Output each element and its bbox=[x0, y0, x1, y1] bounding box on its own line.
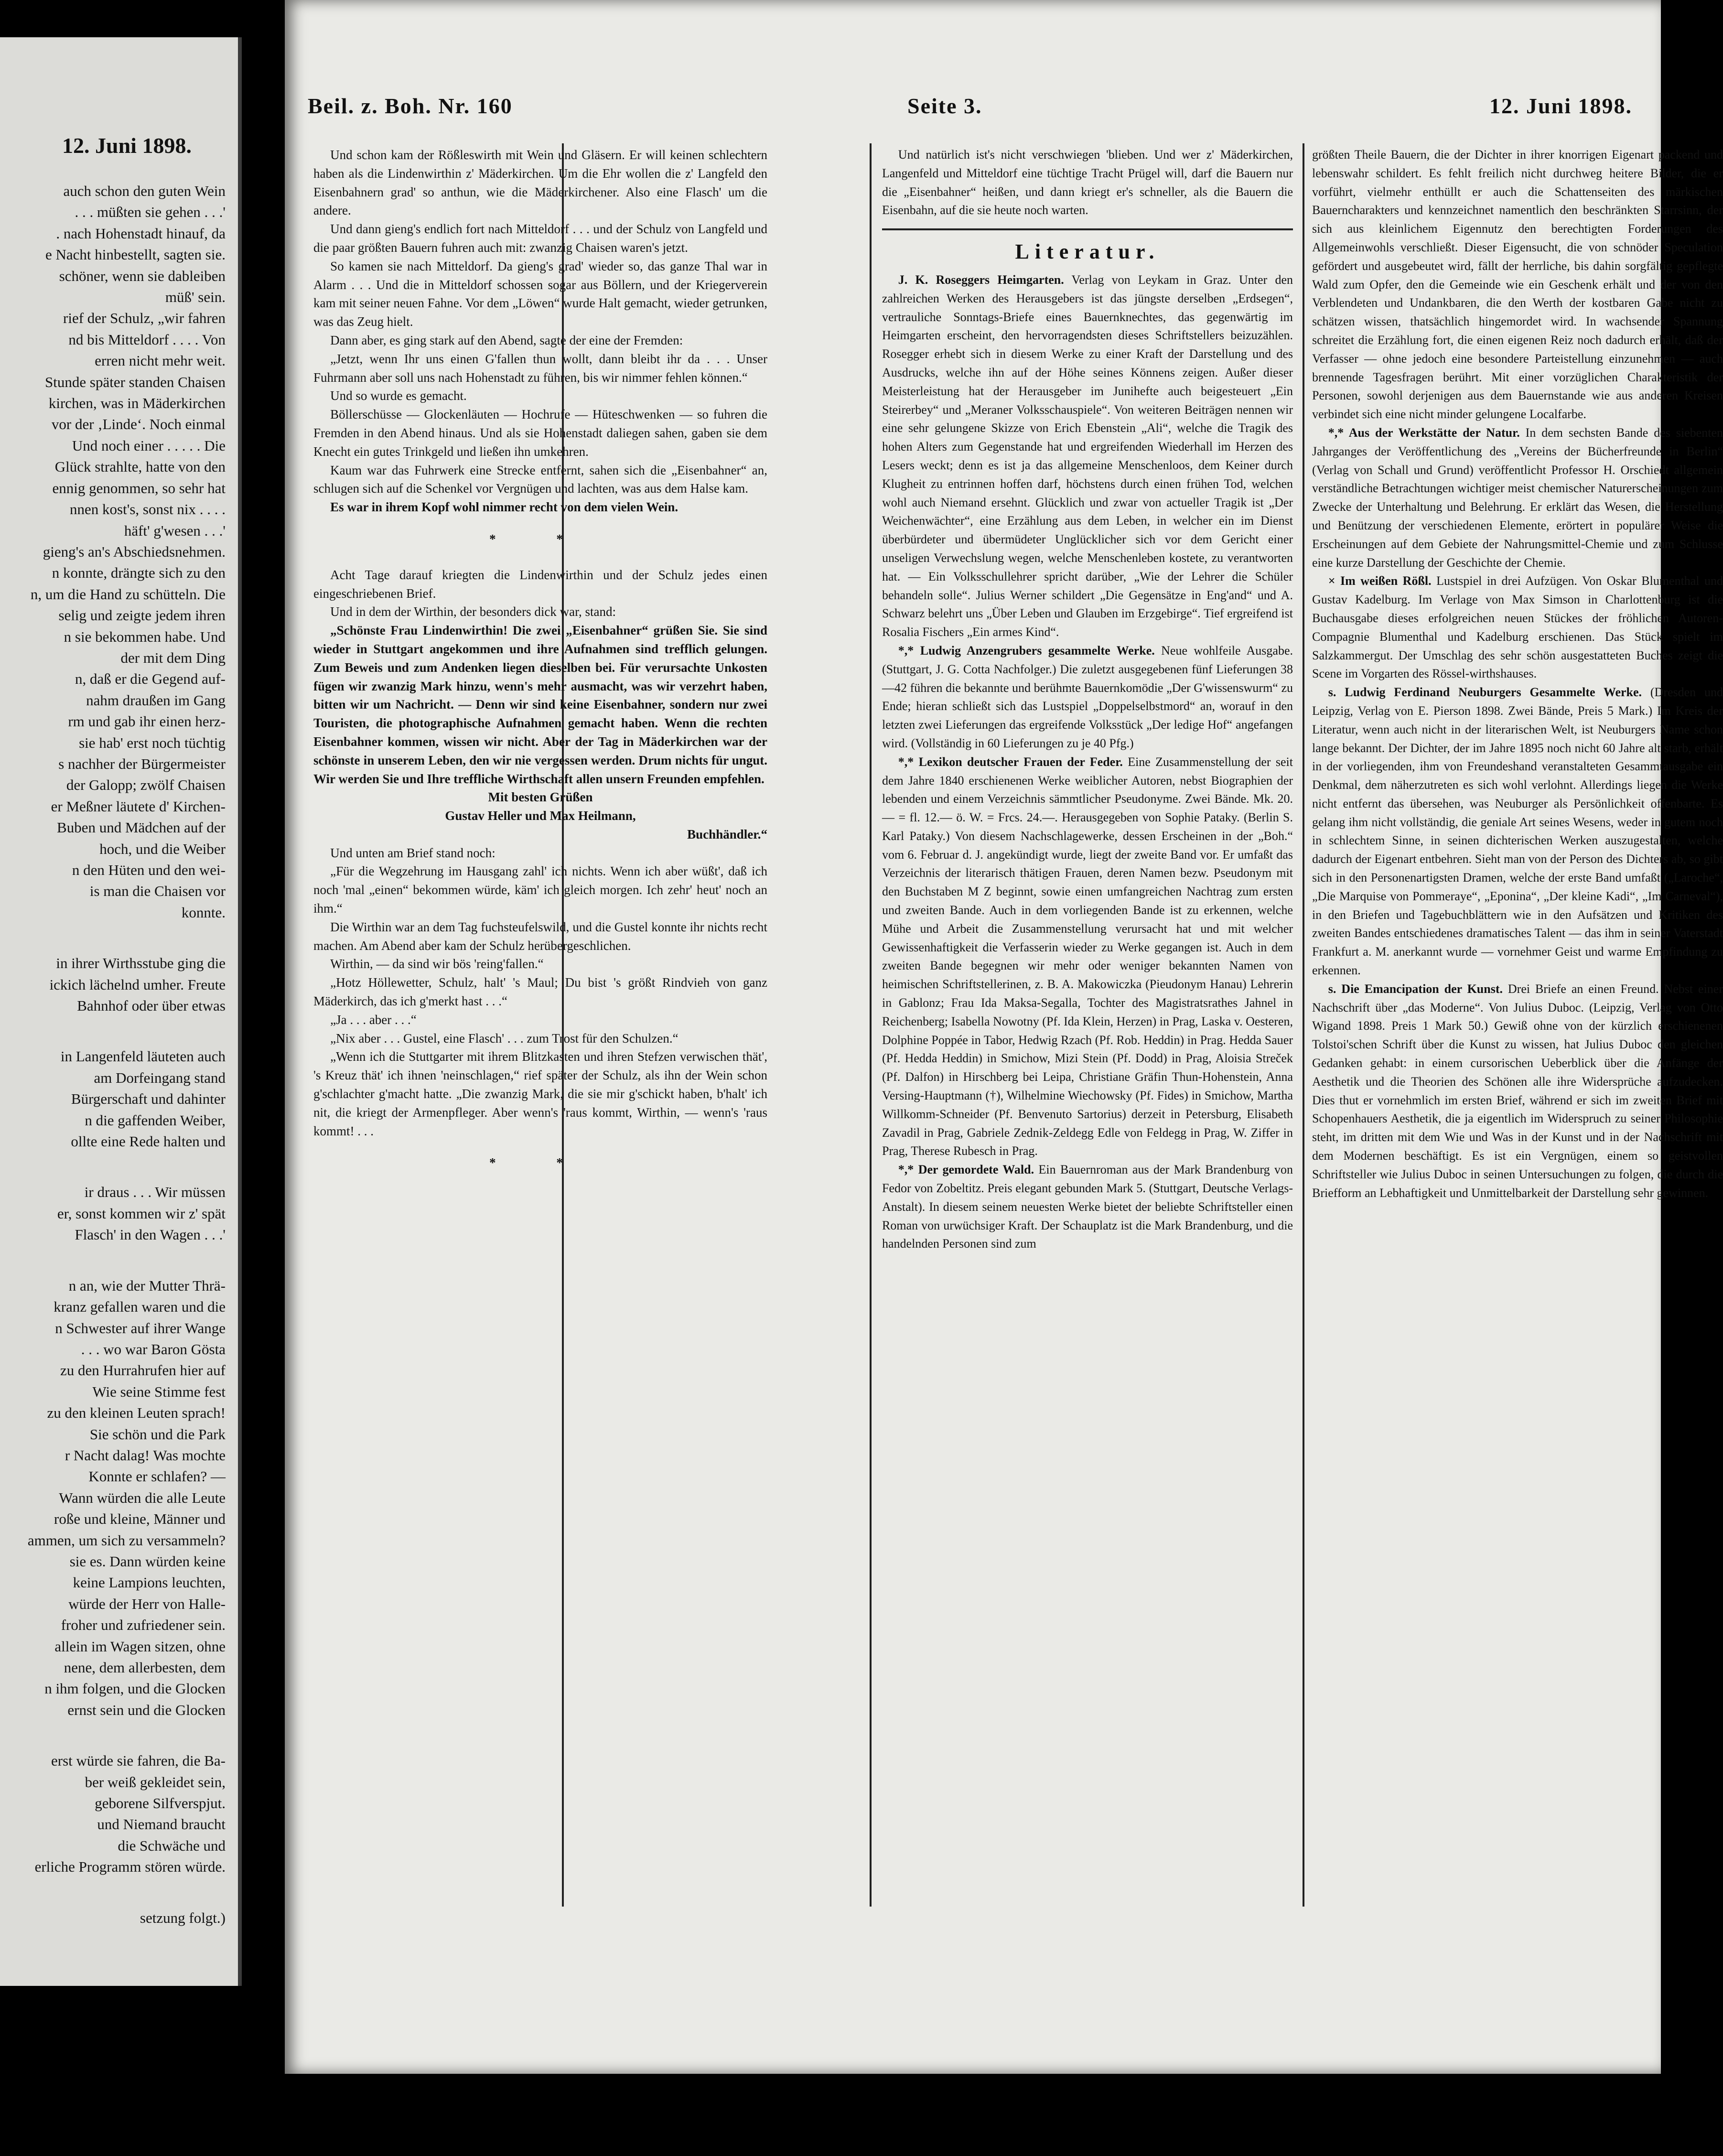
previous-page-line: müß' sein. bbox=[165, 289, 226, 306]
previous-page-line: is man die Chaisen vor bbox=[89, 883, 226, 900]
previous-page-line: ollte eine Rede halten und bbox=[71, 1133, 226, 1150]
story-paragraph: Und dann gieng's endlich fort nach Mitteldorf . . . und der Schulz von Langfeld und die paar größten Bauern fuhren auch mit: zwanzig Chaisen waren's jetzt. bbox=[313, 222, 767, 255]
previous-page-line: Wann würden die alle Leute bbox=[59, 1489, 226, 1506]
review-text: In dem sechsten Bande des siebenten Jahrganges der Veröffentlichung des „Vereins der Bücherfreunde in Berlin“ (Verlag von Schall und Grund) veröffentlicht Professor H. Orschiedt allgemein verständliche Betrachtungen wichtiger meist chemischer Naturerscheinungen zum Zwecke der Unterhaltung und Belehrung. Er erklärt das Wesen, die Herstellung und Benützung der verschiedenen Elemente, erörtert in populärer Weise die Erscheinungen auf dem Gebiete der Nahrungsmittel-Chemie und zum Schlusse eine kurze Darstellung der Geschichte der Chemie. bbox=[1312, 425, 1723, 570]
supplement-label: Beil. z. Boh. Nr. 160 bbox=[308, 94, 513, 118]
previous-page-line: Bahnhof oder über etwas bbox=[77, 997, 226, 1014]
previous-page-line: der Galopp; zwölf Chaisen bbox=[66, 776, 226, 794]
previous-page-line: zu den Hurrahrufen hier auf bbox=[60, 1362, 226, 1379]
review-text: Neue wohlfeile Ausgabe. (Stuttgart, J. G. Cotta Nachfolger.) Die zuletzt ausgegebenen fünf Lieferungen 38—42 führen die bekannte und berühmte Bauernkomödie „Der G'wissenswurm“ zu Ende; hieran schließt sich das Lustspiel „Doppelselbstmord“ an, worauf in den letzten zwei Lieferungen das ergreifende Volksstück „Der ledige Hof“ angefangen wird. (Vollständig in 60 Lieferungen zu je 40 Pfg.) bbox=[882, 643, 1293, 750]
previous-page-line: hoch, und die Weiber bbox=[99, 840, 226, 857]
previous-page-line: gieng's an's Abschiedsnehmen. bbox=[43, 543, 226, 560]
previous-page-line: in ihrer Wirthsstube ging die bbox=[56, 955, 226, 972]
previous-page-line: s nachher der Bürgermeister bbox=[58, 755, 226, 772]
review-title: J. K. Roseggers Heimgarten. bbox=[898, 272, 1064, 287]
story-paragraph: Es war in ihrem Kopf wohl nimmer recht von dem vielen Wein. bbox=[330, 500, 678, 515]
review-text: Verlag von Leykam in Graz. Unter den zahlreichen Werken des Herausgebers ist das jüngste derselben „Erdsegen“, vertrauliche Sonntags-Briefe eines Bauernknechtes, das gegenwärtig im Heimgarten erscheint, den hervorragendsten dieses Schriftstellers beizuzählen. Rosegger erhebt sich in diesem Werke zu einer Kraft der Darstellung und des Ausdrucks, welche ihn auf der Höhe seines Könnens zeigen. Außer dieser Meisterleistung hat der Herausgeber im Junihefte auch beigesteuert „Ein Steirerbey“ und „Meraner Volksschauspiele“. Von weiteren Beiträgen nennen wir eine sehr gelungene Skizze von Erich Ebenstein „Ali“, welche die Tragik des hohen Alters zum Gegenstande hat und ergreifenden Wiederhall im Herzen des Lesers weckt; denn es ist ja das allgemeine Menschenloos, dem Keiner durch Klugheit zu entrinnen hoffen darf, höchstens durch einen frühen Tod, welchen wohl auch Niemand ersehnt. Glücklich und zwar von actueller Tragik ist „Der Weichenwächter“, eine Erzählung aus dem Leben, in welcher ein im Dienst überbürdeter und übermüdeter Unglücklicher sich vor dem Gericht einer unseligen Verwechslung wegen, welche Menschenleben kostete, zu verantworten hat. — Ein Volksschullehrer spricht darüber, „Wie der Lehrer die Schüler behandeln solle“. Julius Werner schildert „Die Gegensätze in Eng'and“ und A. Schwarz belehrt uns „Über Leben und Glauben im Erzgebirge“. Tief ergreifend ist Rosalia Fischers „Ein armes Kind“. bbox=[882, 272, 1293, 639]
section-stars: * * bbox=[489, 1155, 592, 1170]
previous-page-line: rief der Schulz, „wir fahren bbox=[63, 310, 226, 327]
review-title: *,* Ludwig Anzengrubers gesammelte Werke. bbox=[898, 643, 1155, 658]
previous-page-block-e bbox=[0, 1275, 226, 1721]
story-paragraph: Wirthin, — da sind wir bös 'reing'fallen.“ bbox=[330, 957, 544, 971]
previous-page-line: die Schwäche und bbox=[118, 1837, 226, 1854]
review-title: *,* Der gemordete Wald. bbox=[898, 1163, 1034, 1177]
previous-page-line: erren nicht mehr weit. bbox=[95, 352, 226, 369]
previous-page-line: Bürgerschaft und dahinter bbox=[71, 1090, 226, 1108]
previous-page-line: ir draus . . . Wir müssen bbox=[84, 1184, 226, 1201]
letter-greeting: Mit besten Grüßen bbox=[488, 790, 593, 805]
previous-page-line: roße und kleine, Männer und bbox=[54, 1510, 226, 1528]
previous-page-line: sie es. Dann würden keine bbox=[69, 1552, 226, 1570]
previous-page-line: sie hab' erst noch tüchtig bbox=[79, 734, 226, 751]
previous-page-line: zu den kleinen Leuten sprach! bbox=[47, 1404, 226, 1422]
previous-page-line: . . . wo war Baron Gösta bbox=[81, 1340, 226, 1358]
previous-page-line: schöner, wenn sie dableiben bbox=[59, 267, 226, 284]
previous-page-line: Glück strahlte, hatte von den bbox=[54, 458, 226, 475]
previous-page-line: n ihm folgen, und die Glocken bbox=[44, 1680, 226, 1697]
story-paragraph: Und natürlich ist's nicht verschwiegen 'blieben. Und wer z' Mäderkirchen, Langenfeld und Mitteldorf eine tüchtige Tracht Prügel will, darf die Bauern nur die „Eisenbahner“ heißen, und dann kriegt er's schneller, als die Bauern die Eisenbahn, auf die sie heute noch warten. bbox=[882, 148, 1293, 217]
previous-page-line: Buben und Mädchen auf der bbox=[57, 819, 226, 836]
previous-page-line: nd bis Mitteldorf . . . . Von bbox=[68, 331, 226, 348]
previous-page-line: ennig genommen, so sehr hat bbox=[52, 479, 226, 496]
story-column bbox=[313, 146, 767, 1189]
previous-page-footer: setzung folgt.) bbox=[140, 1909, 226, 1926]
previous-page-line: n die gaffenden Weiber, bbox=[85, 1111, 226, 1129]
previous-page-line: n den Hüten und den wei- bbox=[72, 862, 226, 878]
letter-text: „Schönste Frau Lindenwirthin! Die zwei „Eisenbahner“ grüßen Sie. Sie sind wieder in Stuttgart angekommen und ihre Aufnahmen sind trefflich gelungen. Zum Beweis und zum Andenken liegen dieselben bei. Für verursachte Unkosten fügen wir zwanzig Mark hinzu, wenn's mehr ausmacht, was wir verzehrt haben, bitten wir um Nachricht. — Denn wir sind keine Eisenbahner, sondern nur zwei Touristen, die photographische Aufnahmen gemacht haben. Wenn die rechten Eisenbahner kommen, wissen wir nicht. Aber der Tag in Mäderkirchen war der schönste in unserem Leben, den wir nie vergessen werden. Drum nichts für ungut. Wir werden Sie und Ihre treffliche Wirthschaft allen unsern Freunden empfehlen. bbox=[313, 623, 767, 786]
previous-page-line: geborene Silfverspjut. bbox=[95, 1795, 226, 1812]
previous-page-block-f bbox=[0, 1750, 226, 1877]
previous-page-line: Wie seine Stimme fest bbox=[92, 1383, 226, 1400]
story-paragraph: Böllerschüsse — Glockenläuten — Hochrufe — Hüteschwenken — so fuhren die Fremden in den Abend hinaus. Und als sie Hohenstadt daliegen sahen, gaben sie dem Knecht ein gutes Trinkgeld und ließen ihn umkehren. bbox=[313, 407, 767, 459]
previous-page-line: er, sonst kommen wir z' spät bbox=[57, 1205, 226, 1222]
story-paragraph: „Wenn ich die Stuttgarter mit ihrem Blitzkasten und ihren Stefzen verwischen thät', 's Kreuz thät' ich ihnen 'neinschlagen,“ rief später der Schulz, als ihn der Wein schon g'schlachter g'macht hatte. „Die zwanzig Mark, die sie mir g'schickt haben, b'halt' ich nit, die kriegt der Armenpfleger. Aber wenn's 'raus kommt, Wirthin, — wenn's 'raus kommt! . . . bbox=[313, 1049, 767, 1138]
previous-page-line: er Meßner läutete d' Kirchen- bbox=[51, 798, 226, 815]
previous-page-line: froher und zufriedener sein. bbox=[61, 1617, 226, 1634]
previous-page-line: ickich lächelnd umher. Freute bbox=[49, 976, 226, 993]
newspaper-page bbox=[285, 0, 1723, 2074]
story-paragraph: Acht Tage darauf kriegten die Lindenwirthin und der Schulz jedes einen eingeschriebenen Brief. bbox=[313, 567, 767, 601]
previous-page-line: nahm draußen im Gang bbox=[86, 691, 226, 709]
previous-page-line: am Dorfeingang stand bbox=[94, 1069, 226, 1086]
previous-page-line: n an, wie der Mutter Thrä- bbox=[68, 1277, 226, 1294]
previous-page-line: erst würde sie fahren, die Ba- bbox=[51, 1752, 226, 1769]
previous-page-line: ernst sein und die Glocken bbox=[67, 1701, 226, 1718]
story-paragraph: Kaum war das Fuhrwerk eine Strecke entfernt, sahen sich die „Eisenbahner“ an, schlugen sich auf die Schenkel vor Vergnügen und lachten, was aus dem Halse kam. bbox=[313, 463, 767, 496]
previous-page-line: nene, dem allerbesten, dem bbox=[64, 1659, 226, 1676]
review-title: *,* Lexikon deutscher Frauen der Feder. bbox=[898, 755, 1123, 769]
previous-page-line: erliche Programm stören würde. bbox=[34, 1858, 226, 1876]
story-paragraph: Dann aber, es ging stark auf den Abend, sagte der eine der Fremden: bbox=[330, 333, 683, 347]
previous-page-block-b bbox=[0, 953, 226, 1016]
review-text: Eine Zusammenstellung der seit dem Jahre 1840 erschienenen Werke weiblicher Autoren, nebst Biographien der lebenden und einem Verzeichnis sämmtlicher Pseudonyme. Zwei Bände. Mk. 20.— = fl. 12.— ö. W. = Frcs. 24.—. Herausgegeben von Sophie Pataky. (Berlin S. Karl Pataky.) Von diesem Nachschlagewerke, dessen Erscheinen in der „Boh.“ vom 6. Februar d. J. angekündigt wurde, liegt der zweite Band vor. Er umfaßt das Verzeichnis der literarisch thätigen Frauen, deren Namen bezw. Pseudonym mit den Buchstaben M Z beginnt, sowie einen umfangreichen Nachtrag zum ersten und zweiten Bande. Auch in dem vorliegenden Bande ist zu erkennen, welche Mühe und Arbeit die Zusammenstellung verursacht hat und mit welcher Gewissenhaftigkeit die Verfasserin wieder zu Werke gegangen ist. Auch in dem zweiten Bande begegnen wir mehr oder weniger bekannten Namen von heimischen Schriftstellerinen, z. B. A. Makowiczka (Pieudonym Hanau) Lehrerin in Gablonz; Frau Ida Maksa-Segalla, Tochter des Magistratsrathes Jahnel in Reichenberg; Isabella Nowotny (Pf. Ida Klein, Herzen) in Prag, Laska v. Oesteren, Dolphine Poppée in Tabor, Hedwig Rzach (Pf. Rob. Heddin) in Prag. Hedda Sauer (Pf. Hedda Heddin) in Smichow, Mizi Stein (Pf. Dodd) in Prag, Aloisia Streček (Pf. Dalfon) in Hirschberg bei Leipa, Christiane Gräfin Thun-Hohenstein, Anna Versing-Hauptmann (†), Wilhelmine Wiechowsky (Pf. Fides) in Smichow, Martha Willkomm-Schneider (Pf. Benvenuto Sartorius) derzeit in Petersburg, Elisabeth Zavadil in Prag, Gabriele Zednik-Zeldegg Edle von Feldegg in Prag, W. Ziffer in Prag, Therese Rubesch in Prag. bbox=[882, 755, 1293, 1158]
previous-page-line: und Niemand braucht bbox=[97, 1816, 226, 1833]
previous-page-line: . . . müßten sie gehen . . .' bbox=[75, 204, 226, 221]
previous-page-line: r Nacht dalag! Was mochte bbox=[65, 1446, 226, 1464]
previous-page-line: keine Lampions leuchten, bbox=[73, 1574, 226, 1591]
story-paragraph: Und unten am Brief stand noch: bbox=[330, 845, 495, 860]
story-paragraph: Und so wurde es gemacht. bbox=[330, 388, 467, 403]
story-paragraph: „Nix aber . . . Gustel, eine Flasch' . . . zum Trost für den Schulzen.“ bbox=[330, 1031, 678, 1046]
previous-page-line: n, daß er die Gegend auf- bbox=[75, 670, 226, 688]
review-title: × Im weißen Rößl. bbox=[1328, 574, 1432, 588]
section-stars: * * bbox=[489, 531, 592, 546]
previous-page-line: selig und zeigte jedem ihren bbox=[58, 607, 226, 624]
previous-page-fragment bbox=[0, 37, 242, 1986]
previous-page-line: n konnte, drängte sich zu den bbox=[52, 564, 226, 582]
previous-page-line: n Schwester auf ihrer Wange bbox=[55, 1319, 226, 1337]
page-number: Seite 3. bbox=[907, 94, 982, 118]
story-paragraph: „Ja . . . aber . . .“ bbox=[330, 1012, 417, 1027]
previous-page-line: konnte. bbox=[181, 904, 226, 921]
review-text: Lustspiel in drei Aufzügen. Von Oskar Blumenthal und Gustav Kadelburg. Im Verlage von Max Simson in Charlottenburg ist die Buchausgabe dieses erfolgreichen neuen Stückes der fröhlichen Autoren-Compagnie Blumenthal und Kadelburg erschienen. Das Stück spielt im Salzkammergut. Der Umschlag des sehr schön ausgestatteten Buches zeigt die Scene im Vorgarten des Rössel-wirthshauses. bbox=[1312, 574, 1723, 681]
review-title: *,* Aus der Werkstätte der Natur. bbox=[1328, 425, 1520, 440]
previous-page-line: Stunde später standen Chaisen bbox=[45, 373, 226, 390]
previous-page-line: e Nacht hinbestellt, sagten sie. bbox=[45, 246, 226, 263]
story-paragraph: „Jetzt, wenn Ihr uns einen G'fallen thun wollt, dann bleibt ihr da . . . Unser Fuhrmann aber soll uns nach Hohenstadt zu führen, bis wir nimmer fehlen können.“ bbox=[313, 351, 767, 385]
story-paragraph: So kamen sie nach Mitteldorf. Da gieng's grad' wieder so, das ganze Thal war in Alarm . . . Und die in Mitteldorf schossen sogar aus Böllern, und der Kriegerverein kam mit seiner neuen Fahne. Vor dem „Löwen“ wurde Halt gemacht, wieder getrunken, was das Zeug hielt. bbox=[313, 259, 767, 329]
previous-page-line: vor der ‚Linde‘. Noch einmal bbox=[51, 416, 226, 433]
page-header bbox=[308, 93, 1632, 137]
section-title: Literatur. bbox=[1015, 240, 1160, 264]
review-text: größten Theile Bauern, die der Dichter in ihrer knorrigen Eigenart packend und lebenswahr schildert. Es fehlt freilich nicht durchweg heitere Bilder, die er vorführt, vielmehr enthüllt er auch die Schattenseiten des märkischen Bauerncharakters und kennzeichnet namentlich den beschränkten Starrsinn, der sich aus kleinlichem Eigennutz den berechtigten Forderungen des Allgemeinwohls verschließt. Dieser Eigensucht, die von schnöder Speculation gefördert und ausgebeutet wird, fällt der herrliche, bis dahin sorgfältig gepflegte Wald zum Opfer, den die Gemeinde wie ein Geschenk erhält und der von den Verblendeten und Undankbaren, die den Werth der kostbaren Gabe nicht zu schätzen wissen, thatsächlich hingemordet wird. In wachsender Spannung schreitet die Erzählung fort, die einen eigenen Reiz noch dadurch erhält, daß der Verfasser — ohne jedoch eine besondere Parteistellung einzunehmen — auch brennende Tagesfragen berührt. Mit einer vorzüglichen Charakteristik der Personen, sowohl derjenigen aus dem Bauernstande wie aus anderen Kreisen verbindet sich eine nicht minder gelungene Localfarbe. bbox=[1312, 148, 1723, 421]
previous-page-line: nnen kost's, sonst nix . . . . bbox=[70, 501, 226, 518]
previous-page-line: n, um die Hand zu schütteln. Die bbox=[30, 585, 226, 603]
review-text: (Dresden und Leipzig, Verlag von E. Pierson 1898. Zwei Bände, Preis 5 Mark.) Im Kreis der Literatur, wenn auch nicht in der literarischen Welt, ist Neuburgers Name schon lange bekannt. Der Dichter, der im Jahre 1895 noch nicht 60 Jahre alt starb, erhält in der vorliegenden, ihm von Freundeshand veranstalteten Gesammtausgabe ein Denkmal, dem näherzutreten es sich wohl verlohnt. Allerdings liegen die Werke nicht entfernt das übersehen, was Neuburger als Persönlichkeit offenbarte. Es gelang ihm nicht vollständig, die geniale Art seines Wesens, weder in gutem noch in schlechtem Sinne, in seinen dichterischen Werken auszugestalten, welche dadurch der Eigenart entbehren. Sieht man von der Person des Dichters ab, so gibt sich in den Personenartigsten Dramen, welche der erste Band umfaßt („Laroche“, „Die Marquise von Pommeraye“, „Eponina“, „Der kleine Kadi“, „Im Carneval“), in den Briefen und Tagebuchblättern wie in den Aufsätzen und Kritiken des zweiten Bandes entschiedenes dramatisches Talent — das ihm in seiner Vaterstadt Frankfurt a. M. anerkannt wurde — vornehmer Geist und warme Empfindung zu erkennen. bbox=[1312, 685, 1723, 978]
previous-page-line: . nach Hohenstadt hinauf, da bbox=[56, 225, 226, 242]
previous-page-line: allein im Wagen sitzen, ohne bbox=[54, 1638, 226, 1655]
story-paragraph: Und in dem der Wirthin, der besonders dick war, stand: bbox=[330, 604, 616, 619]
previous-page-line: ammen, um sich zu versammeln? bbox=[27, 1531, 226, 1549]
previous-page-header: 12. Juni 1898. bbox=[62, 133, 192, 158]
previous-page-line: in Langenfeld läuteten auch bbox=[60, 1048, 226, 1065]
column-divider bbox=[870, 143, 872, 1907]
previous-page-line: Flasch' in den Wagen . . .' bbox=[75, 1226, 226, 1243]
previous-page-line: n sie bekommen habe. Und bbox=[64, 628, 226, 645]
previous-page-block-d bbox=[0, 1182, 226, 1245]
previous-page-line: der mit dem Ding bbox=[120, 649, 226, 666]
review-text: Drei Briefe an einen Freund. Nebst einer Nachschrift über „das Moderne“. Von Julius Duboc. (Leipzig, Verlag von Otto Wigand 1898. Preis 1 Mark 50.) Gewiß ohne von der kürzlich erschienenen Tolstoi'schen Schrift über die Kunst zu wissen, hat Julius Duboc den gleichen Gedanken gehabt: in einem cursorischen Ueberblick über die Anfänge der Aesthetik und die Theorien des Schönen alle ihre Widersprüche aufzudecken. Dies thut er vornehmlich im ersten Brief, während er sich im zweiten Brief mit Schopenhauers Aesthetik, die ja eigentlich im Widerspruch zu seiner Philosophie steht, im dritten mit dem Wie und Was in der Kunst und in der Nachschrift mit dem Modernen beschäftigt. Es ist ein Vergnügen, einem so geistvollen Schriftsteller wie Julius Duboc in seinen Untersuchungen zu folgen, die durch die Briefform an Lebhaftigkeit und Unmittelbarkeit der Darstellung sehr gewinnen. bbox=[1312, 981, 1723, 1200]
column-divider bbox=[1303, 143, 1304, 1907]
review-title: s. Die Emancipation der Kunst. bbox=[1328, 981, 1503, 996]
previous-page-line: häft' g'wesen . . .' bbox=[124, 522, 226, 539]
issue-date: 12. Juni 1898. bbox=[1489, 94, 1632, 118]
letter-signature: Buchhändler.“ bbox=[687, 827, 767, 841]
letter-signature: Gustav Heller und Max Heilmann, bbox=[445, 808, 636, 823]
story-paragraph: Die Wirthin war an dem Tag fuchsteufelswild, und die Gustel konnte ihr nichts recht machen. Am Abend aber kam der Schulz herübergeschlichen. bbox=[313, 919, 767, 953]
previous-page-line: Und noch einer . . . . . Die bbox=[72, 437, 226, 454]
review-title: s. Ludwig Ferdinand Neuburgers Gesammelte Werke. bbox=[1328, 685, 1642, 700]
previous-page-line: kirchen, was in Mäderkirchen bbox=[48, 395, 226, 412]
previous-page-line: rm und gab ihr einen herz- bbox=[68, 713, 226, 730]
review-text: Ein Bauernroman aus der Mark Brandenburg von Fedor von Zobeltitz. Preis elegant gebunden Mark 5. (Stuttgart, Deutsche Verlags-Anstalt). In diesem seinem neuesten Werke bietet der beliebte Schriftsteller einen Roman von urwüchsiger Kraft. Der Schauplatz ist die Mark Brandenburg, und die handelnden Personen sind zum bbox=[882, 1163, 1293, 1251]
previous-page-line: kranz gefallen waren und die bbox=[54, 1298, 226, 1315]
previous-page-block-a bbox=[0, 181, 226, 923]
previous-page-line: Sie schön und die Park bbox=[89, 1425, 226, 1443]
previous-page-line: würde der Herr von Halle- bbox=[68, 1595, 226, 1612]
story-paragraph: „Hotz Höllewetter, Schulz, halt' 's Maul; Du bist 's größt Rindvieh von ganz Mäderkirch, das ich g'merkt hast . . .“ bbox=[313, 975, 767, 1009]
previous-page-line: auch schon den guten Wein bbox=[63, 183, 226, 199]
previous-page-line: Konnte er schlafen? — bbox=[88, 1468, 226, 1485]
previous-page-block-c bbox=[0, 1046, 226, 1152]
previous-page-text bbox=[0, 181, 234, 1929]
story-paragraph: „Für die Wegzehrung im Hausgang zahl' ich nichts. Wenn ich aber wüßt', daß ich noch 'mal „einen“ bekommen würde, käm' ich gleich morgen. Ich zehr' heut' noch an ihm.“ bbox=[313, 864, 767, 916]
literature-column bbox=[882, 146, 1293, 1253]
literature-column bbox=[1312, 146, 1723, 1202]
story-paragraph: Und schon kam der Rößleswirth mit Wein und Gläsern. Er will keinen schlechtern haben als die Lindenwirthin z' Mäderkirchen. Um die Ehr wollen die z' Langfeld den Eisenbahnern grad' so anthun, wie die Mäderkirchener. Also eine Flasch' um die andere. bbox=[313, 148, 767, 218]
previous-page-line: ber weiß gekleidet sein, bbox=[85, 1773, 226, 1790]
